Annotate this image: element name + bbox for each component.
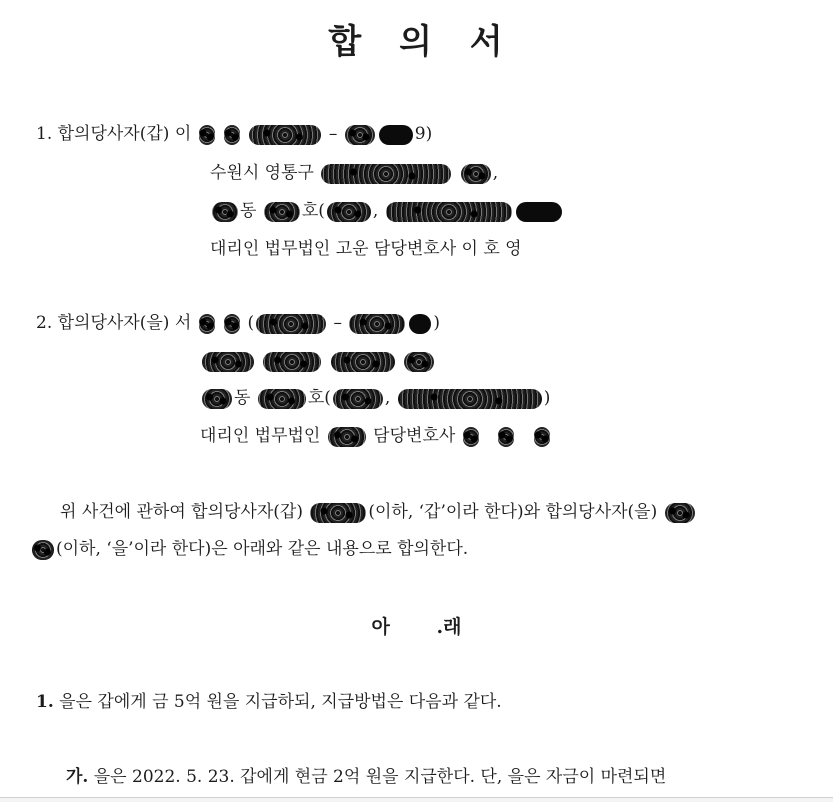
party1-addr-city: 수원시 영통구 (210, 163, 314, 183)
redaction-mark (321, 164, 451, 184)
party2-address-line2 (200, 386, 550, 410)
redaction-mark (328, 427, 366, 447)
redaction-mark (516, 202, 562, 222)
party2-addr-dong: 동 (234, 388, 251, 408)
redaction-mark (212, 202, 238, 222)
redaction-mark (310, 503, 366, 523)
body-line1-pre: 위 사건에 관하여 합의당사자(갑) (60, 502, 303, 522)
redaction-mark (264, 202, 300, 222)
redaction-mark (333, 389, 383, 409)
redaction-mark (202, 352, 254, 372)
section-heading: 아 .래 (371, 616, 462, 638)
body-line2-text: (이하, ‘을’이라 한다)은 아래와 같은 내용으로 합의한다. (56, 539, 469, 559)
page-title: 합 의 서 (328, 22, 505, 62)
party2-comma: , (384, 388, 391, 408)
item-1-number: 1. (36, 692, 54, 712)
redaction-mark (461, 164, 491, 184)
body-line1-mid: (이하, ‘갑’이라 한다)와 합의당사자(을) (368, 502, 658, 522)
party2-close: ) (543, 388, 551, 408)
party1-agent: 대리인 법무법인 고운 담당변호사 이 호 영 (210, 239, 522, 259)
body-line1 (60, 500, 697, 524)
item-ga-text: 을은 2022. 5. 23. 갑에게 현금 2억 원을 지급한다. 단, 을은 자금이 마련되면 (93, 767, 667, 787)
party1-label: 1. 합의당사자(갑) 이 (36, 124, 192, 144)
page-bottom-edge (0, 797, 833, 802)
party2-address-line1 (200, 349, 436, 373)
redaction-mark (349, 314, 405, 334)
party1-dash: – (328, 124, 338, 144)
redaction-mark (199, 125, 215, 145)
redaction-mark (534, 427, 550, 447)
party2-dash: – (333, 313, 343, 333)
redaction-mark (386, 202, 512, 222)
party1-addr-dong: 동 (240, 201, 257, 221)
redaction-mark (258, 389, 306, 409)
party2-line (36, 311, 440, 335)
redaction-mark (202, 389, 232, 409)
item-ga-number: 가. (66, 767, 89, 787)
redaction-mark (379, 125, 413, 145)
redaction-mark (665, 503, 695, 523)
redaction-mark (331, 352, 395, 372)
party2-agent-post: 담당변호사 (373, 426, 456, 446)
redaction-mark (263, 352, 321, 372)
party1-address-line1 (210, 161, 498, 185)
party2-agent-line (200, 424, 552, 448)
redaction-mark (249, 125, 321, 145)
party2-paren: ( (247, 313, 255, 333)
party2-label: 2. 합의당사자(을) 서 (36, 313, 192, 333)
redaction-mark (463, 427, 479, 447)
item-1 (36, 690, 502, 714)
party2-close: ) (433, 313, 441, 333)
party2-agent-pre: 대리인 법무법인 (200, 426, 321, 446)
redaction-mark (256, 314, 326, 334)
party1-close: 9) (414, 124, 433, 144)
party1-comma: , (372, 201, 379, 221)
party1-address-line2 (210, 199, 564, 223)
redaction-mark (224, 314, 240, 334)
party1-addr-ho: 호( (301, 201, 325, 221)
item-1-text: 을은 갑에게 금 5억 원을 지급하되, 지급방법은 다음과 같다. (59, 692, 502, 712)
redaction-mark (327, 202, 371, 222)
redaction-mark (498, 427, 514, 447)
redaction-mark (199, 314, 215, 334)
redaction-mark (345, 125, 375, 145)
party1-comma: , (492, 163, 499, 183)
redaction-mark (398, 389, 542, 409)
party1-line (36, 122, 432, 146)
body-line2 (30, 537, 468, 561)
redaction-mark (404, 352, 434, 372)
redaction-mark (32, 540, 54, 560)
item-ga (66, 765, 666, 789)
redaction-mark (409, 314, 431, 334)
party2-addr-ho: 호( (307, 388, 331, 408)
redaction-mark (224, 125, 240, 145)
